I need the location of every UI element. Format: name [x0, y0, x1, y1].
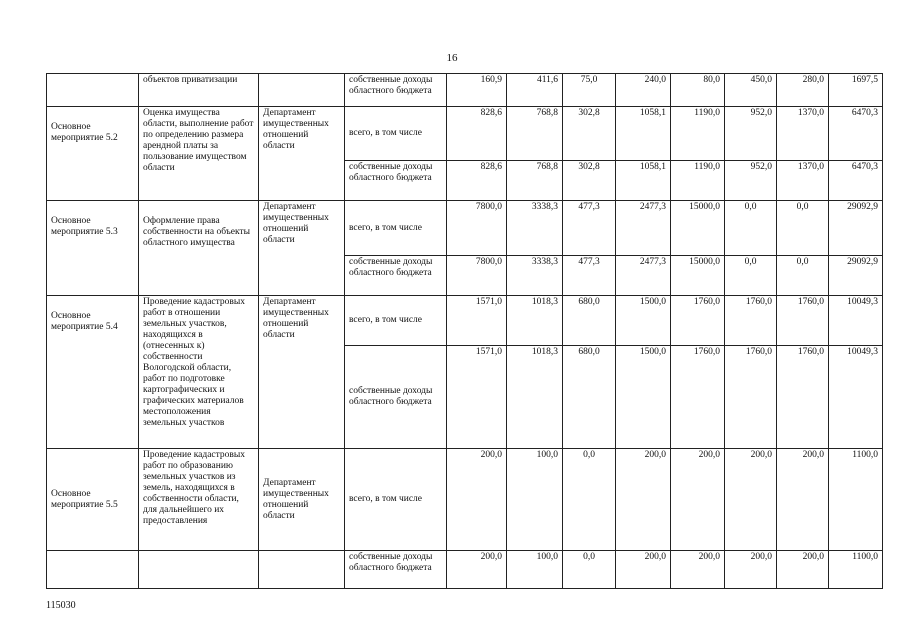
value-cell: 450,0	[725, 74, 777, 107]
value-cell: 2477,3	[616, 201, 671, 256]
value-cell: 302,8	[563, 107, 616, 161]
value-cell: 768,8	[507, 161, 563, 201]
value-cell: 160,9	[447, 74, 507, 107]
value-cell: 1500,0	[616, 296, 671, 346]
value-cell: 0,0	[563, 449, 616, 551]
value-cell: 200,0	[777, 551, 829, 589]
value-total-cell: 6470,3	[829, 107, 883, 161]
measure-name-text: Оформление права собственности на объекты областного имущества	[143, 216, 250, 248]
measure-cell	[47, 296, 139, 449]
value-cell: 952,0	[725, 107, 777, 161]
value-cell: 1760,0	[777, 296, 829, 346]
value-cell: 1058,1	[616, 107, 671, 161]
executor-cell	[259, 74, 345, 107]
measure-label: Основное мероприятие 5.2	[51, 122, 118, 143]
value-cell: 200,0	[616, 449, 671, 551]
funding-source-cell: собственные доходы областного бюджета	[345, 74, 447, 107]
value-cell: 680,0	[563, 296, 616, 346]
value-cell: 952,0	[725, 161, 777, 201]
empty-cell	[259, 551, 345, 589]
value-cell: 280,0	[777, 74, 829, 107]
value-cell: 0,0	[777, 256, 829, 296]
value-cell: 302,8	[563, 161, 616, 201]
table-row	[47, 551, 883, 589]
value-cell: 1370,0	[777, 161, 829, 201]
value-cell: 1018,3	[507, 296, 563, 346]
empty-cell	[139, 551, 259, 589]
value-cell: 100,0	[507, 551, 563, 589]
budget-table	[46, 73, 883, 589]
value-cell: 1760,0	[725, 346, 777, 449]
value-cell: 0,0	[725, 201, 777, 256]
value-cell: 680,0	[563, 346, 616, 449]
value-total-cell: 1697,5	[829, 74, 883, 107]
measure-name-cell: объектов приватизации	[139, 74, 259, 107]
funding-source-cell: собственные доходы областного бюджета	[345, 346, 447, 449]
funding-source-cell: собственные доходы областного бюджета	[345, 161, 447, 201]
value-cell: 1500,0	[616, 346, 671, 449]
executor-cell: Департамент имущественных отношений области	[259, 201, 345, 296]
value-total-cell: 1100,0	[829, 551, 883, 589]
table-row	[47, 201, 883, 256]
table-row	[47, 74, 883, 107]
value-cell: 477,3	[563, 201, 616, 256]
value-cell: 3338,3	[507, 201, 563, 256]
executor-cell: Департамент имущественных отношений области	[259, 107, 345, 201]
value-cell: 828,6	[447, 107, 507, 161]
value-cell: 200,0	[671, 449, 725, 551]
value-cell: 1370,0	[777, 107, 829, 161]
value-cell: 200,0	[616, 551, 671, 589]
value-total-cell: 29092,9	[829, 256, 883, 296]
value-cell: 0,0	[563, 551, 616, 589]
measure-cell	[47, 74, 139, 107]
value-total-cell: 6470,3	[829, 161, 883, 201]
value-cell: 200,0	[671, 551, 725, 589]
funding-source-cell: всего, в том числе	[345, 449, 447, 551]
value-cell: 7800,0	[447, 201, 507, 256]
value-cell: 1571,0	[447, 346, 507, 449]
value-cell: 477,3	[563, 256, 616, 296]
value-total-cell: 1100,0	[829, 449, 883, 551]
value-cell: 828,6	[447, 161, 507, 201]
value-cell: 7800,0	[447, 256, 507, 296]
value-cell: 240,0	[616, 74, 671, 107]
value-cell: 200,0	[777, 449, 829, 551]
measure-cell	[47, 107, 139, 201]
value-cell: 1018,3	[507, 346, 563, 449]
value-cell: 1190,0	[671, 161, 725, 201]
value-cell: 3338,3	[507, 256, 563, 296]
page-number: 16	[446, 52, 458, 64]
value-total-cell: 10049,3	[829, 296, 883, 346]
funding-source-cell: всего, в том числе	[345, 201, 447, 256]
funding-source-cell: собственные доходы областного бюджета	[345, 551, 447, 589]
value-cell: 200,0	[447, 551, 507, 589]
empty-cell	[47, 551, 139, 589]
value-cell: 0,0	[777, 201, 829, 256]
value-cell: 768,8	[507, 107, 563, 161]
table-row	[47, 296, 883, 346]
value-cell: 0,0	[725, 256, 777, 296]
funding-source-cell: всего, в том числе	[345, 296, 447, 346]
value-cell: 200,0	[725, 551, 777, 589]
value-cell: 15000,0	[671, 201, 725, 256]
footer-code: 115030	[46, 600, 76, 611]
value-cell: 80,0	[671, 74, 725, 107]
value-total-cell: 29092,9	[829, 201, 883, 256]
value-cell: 1760,0	[725, 296, 777, 346]
value-cell: 100,0	[507, 449, 563, 551]
value-cell: 1190,0	[671, 107, 725, 161]
measure-label: Основное мероприятие 5.4	[51, 311, 118, 332]
value-cell: 1760,0	[671, 346, 725, 449]
measure-name-cell: Проведение кадастровых работ по образованию земельных участков из земель, находящихся в собственности области, для дальнейшего их предоставления	[139, 449, 259, 551]
value-cell: 200,0	[725, 449, 777, 551]
value-cell: 1571,0	[447, 296, 507, 346]
value-cell: 15000,0	[671, 256, 725, 296]
value-cell: 75,0	[563, 74, 616, 107]
value-cell: 1058,1	[616, 161, 671, 201]
funding-source-cell: всего, в том числе	[345, 107, 447, 161]
value-cell: 200,0	[447, 449, 507, 551]
funding-source-cell: собственные доходы областного бюджета	[345, 256, 447, 296]
measure-name-cell	[139, 201, 259, 296]
measure-label: Основное мероприятие 5.3	[51, 216, 118, 237]
value-cell: 411,6	[507, 74, 563, 107]
value-cell: 1760,0	[671, 296, 725, 346]
value-total-cell: 10049,3	[829, 346, 883, 449]
measure-cell	[47, 201, 139, 296]
value-cell: 1760,0	[777, 346, 829, 449]
table-row	[47, 449, 883, 551]
measure-cell: Основное мероприятие 5.5	[47, 449, 139, 551]
measure-name-cell: Оценка имущества области, выполнение работ по определению размера арендной платы за пользование имуществом области	[139, 107, 259, 201]
executor-cell: Департамент имущественных отношений области	[259, 296, 345, 449]
value-cell: 2477,3	[616, 256, 671, 296]
measure-name-cell: Проведение кадастровых работ в отношении земельных участков, находящихся в (отнесенных к) собственности Вологодской области, работ по подготовке картографических и графических материалов местоположения земельных участков	[139, 296, 259, 449]
table-row	[47, 107, 883, 161]
executor-cell: Департамент имущественных отношений области	[259, 449, 345, 551]
